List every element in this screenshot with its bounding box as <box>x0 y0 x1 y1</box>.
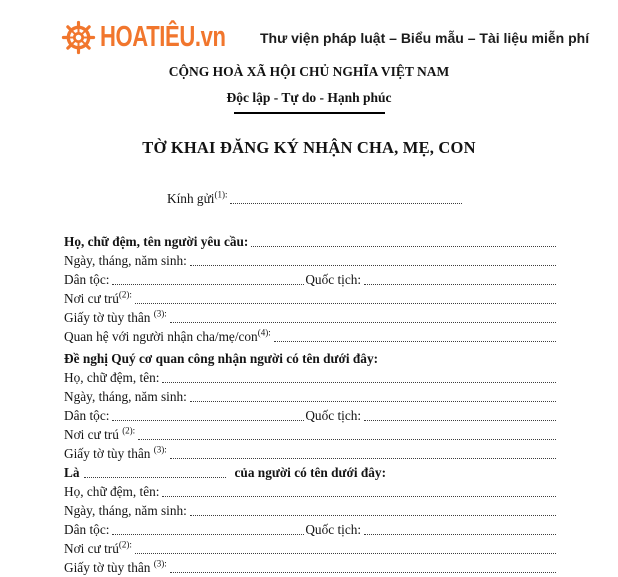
dotted-fill <box>188 501 556 520</box>
dotted-fill <box>362 406 556 425</box>
field-label: Là <box>64 465 80 480</box>
field-label-text: Họ, chữ đệm, tên: <box>64 484 160 499</box>
dotted-fill <box>160 368 556 387</box>
national-header-line: CỘNG HOÀ XÃ HỘI CHỦ NGHĨA VIỆT NAM <box>168 64 450 79</box>
field-label-text: Ngày, tháng, năm sinh: <box>64 253 187 268</box>
ship-wheel-icon <box>60 19 97 56</box>
superscript-note-ref: (3): <box>153 444 167 455</box>
field-label <box>64 425 135 444</box>
dotted-fill <box>168 444 556 463</box>
field-label-text: Dân tộc: <box>64 272 110 287</box>
field-label-text: Giấy tờ tùy thân <box>64 310 154 325</box>
dotted-fill <box>160 482 556 501</box>
dotted-fill <box>228 189 462 208</box>
superscript-note-ref: (1): <box>214 189 228 200</box>
field-label <box>64 501 187 520</box>
form-line <box>64 539 557 558</box>
dotted-fill <box>249 232 556 251</box>
form-line <box>64 270 557 289</box>
field-label <box>64 406 109 425</box>
field-label <box>305 270 361 289</box>
field-label: của người có tên dưới đây: <box>234 465 387 480</box>
form-line <box>64 308 557 327</box>
form-line <box>64 520 557 539</box>
field-label <box>305 520 361 539</box>
document-page <box>0 18 618 575</box>
form-line <box>64 558 557 577</box>
form-line <box>64 463 557 482</box>
dotted-fill <box>80 463 230 482</box>
field-label-text: Quốc tịch: <box>305 408 362 423</box>
dotted-fill <box>133 289 556 308</box>
form-line <box>64 232 557 251</box>
field-label <box>64 482 159 501</box>
field-label <box>64 387 187 406</box>
field-label-text: Quốc tịch: <box>305 272 362 287</box>
field-label <box>64 349 378 368</box>
dotted-fill <box>110 270 304 289</box>
superscript-note-ref: (2): <box>122 425 136 436</box>
form-line <box>64 349 557 368</box>
dotted-fill <box>188 387 556 406</box>
field-label <box>64 232 248 251</box>
field-label-text: Họ, chữ đệm, tên người yêu cầu: <box>64 234 249 249</box>
field-label <box>64 539 132 558</box>
field-label-text: Quốc tịch: <box>305 522 362 537</box>
site-tagline: Thư viện pháp luật – Biểu mẫu – Tài liệu miễn phí <box>260 30 590 46</box>
field-label <box>64 558 167 577</box>
field-label-text: Dân tộc: <box>64 522 110 537</box>
field-label-text: Giấy tờ tùy thân <box>64 446 154 461</box>
document-title: TỜ KHAI ĐĂNG KÝ NHẬN CHA, MẸ, CON <box>142 138 476 157</box>
field-label <box>64 368 159 387</box>
hoatieu-logo[interactable] <box>60 19 238 56</box>
dotted-fill <box>133 539 556 558</box>
form-line <box>64 368 557 387</box>
field-label-text: Nơi cư trú <box>64 541 119 556</box>
superscript-note-ref: (3): <box>153 558 167 569</box>
salutation-line <box>167 189 463 208</box>
superscript-note-ref: (4): <box>257 327 271 338</box>
motto-underline-divider <box>234 112 385 114</box>
field-label <box>64 520 109 539</box>
field-label <box>64 289 132 308</box>
field-label-text: Đề nghị Quý cơ quan công nhận người có tên dưới đây: <box>64 351 379 366</box>
field-label-text: Ngày, tháng, năm sinh: <box>64 503 187 518</box>
field-label <box>64 270 109 289</box>
form-line <box>64 501 557 520</box>
field-label <box>167 189 227 208</box>
field-label-text: Quan hệ với người nhận cha/mẹ/con <box>64 329 258 344</box>
dotted-fill <box>168 308 556 327</box>
form-line <box>64 444 557 463</box>
field-label <box>64 308 167 327</box>
field-label <box>64 444 167 463</box>
form-line <box>64 425 557 444</box>
form-line <box>64 289 557 308</box>
field-label-text: Họ, chữ đệm, tên: <box>64 370 160 385</box>
dotted-fill <box>188 251 556 270</box>
site-header <box>60 18 618 56</box>
dotted-fill <box>272 327 556 346</box>
superscript-note-ref: (3): <box>153 308 167 319</box>
logo-text-wrap <box>100 21 238 54</box>
form-line <box>64 327 557 346</box>
field-label <box>64 251 187 270</box>
national-motto: Độc lập - Tự do - Hạnh phúc <box>226 90 392 105</box>
row-spacer <box>386 463 557 482</box>
field-label-text: Kính gửi <box>167 191 215 206</box>
field-label-text: Nơi cư trú <box>64 291 119 306</box>
dotted-fill <box>110 406 304 425</box>
dotted-fill <box>168 558 556 577</box>
form-line <box>64 406 557 425</box>
dotted-fill <box>362 270 556 289</box>
form-line <box>64 387 557 406</box>
superscript-note-ref: (2): <box>118 289 132 300</box>
form-area <box>64 232 557 577</box>
field-label-text: Giấy tờ tùy thân <box>64 560 154 575</box>
field-label-text: Nơi cư trú <box>64 427 123 442</box>
dotted-fill <box>110 520 304 539</box>
field-label <box>64 327 271 346</box>
form-line <box>64 482 557 501</box>
form-line <box>64 251 557 270</box>
field-label <box>305 406 361 425</box>
superscript-note-ref: (2): <box>118 539 132 550</box>
logo-text: HOATIÊU.vn <box>100 20 226 53</box>
field-label-text: Ngày, tháng, năm sinh: <box>64 389 187 404</box>
dotted-fill <box>362 520 556 539</box>
field-label-text: Dân tộc: <box>64 408 110 423</box>
dotted-fill <box>136 425 556 444</box>
